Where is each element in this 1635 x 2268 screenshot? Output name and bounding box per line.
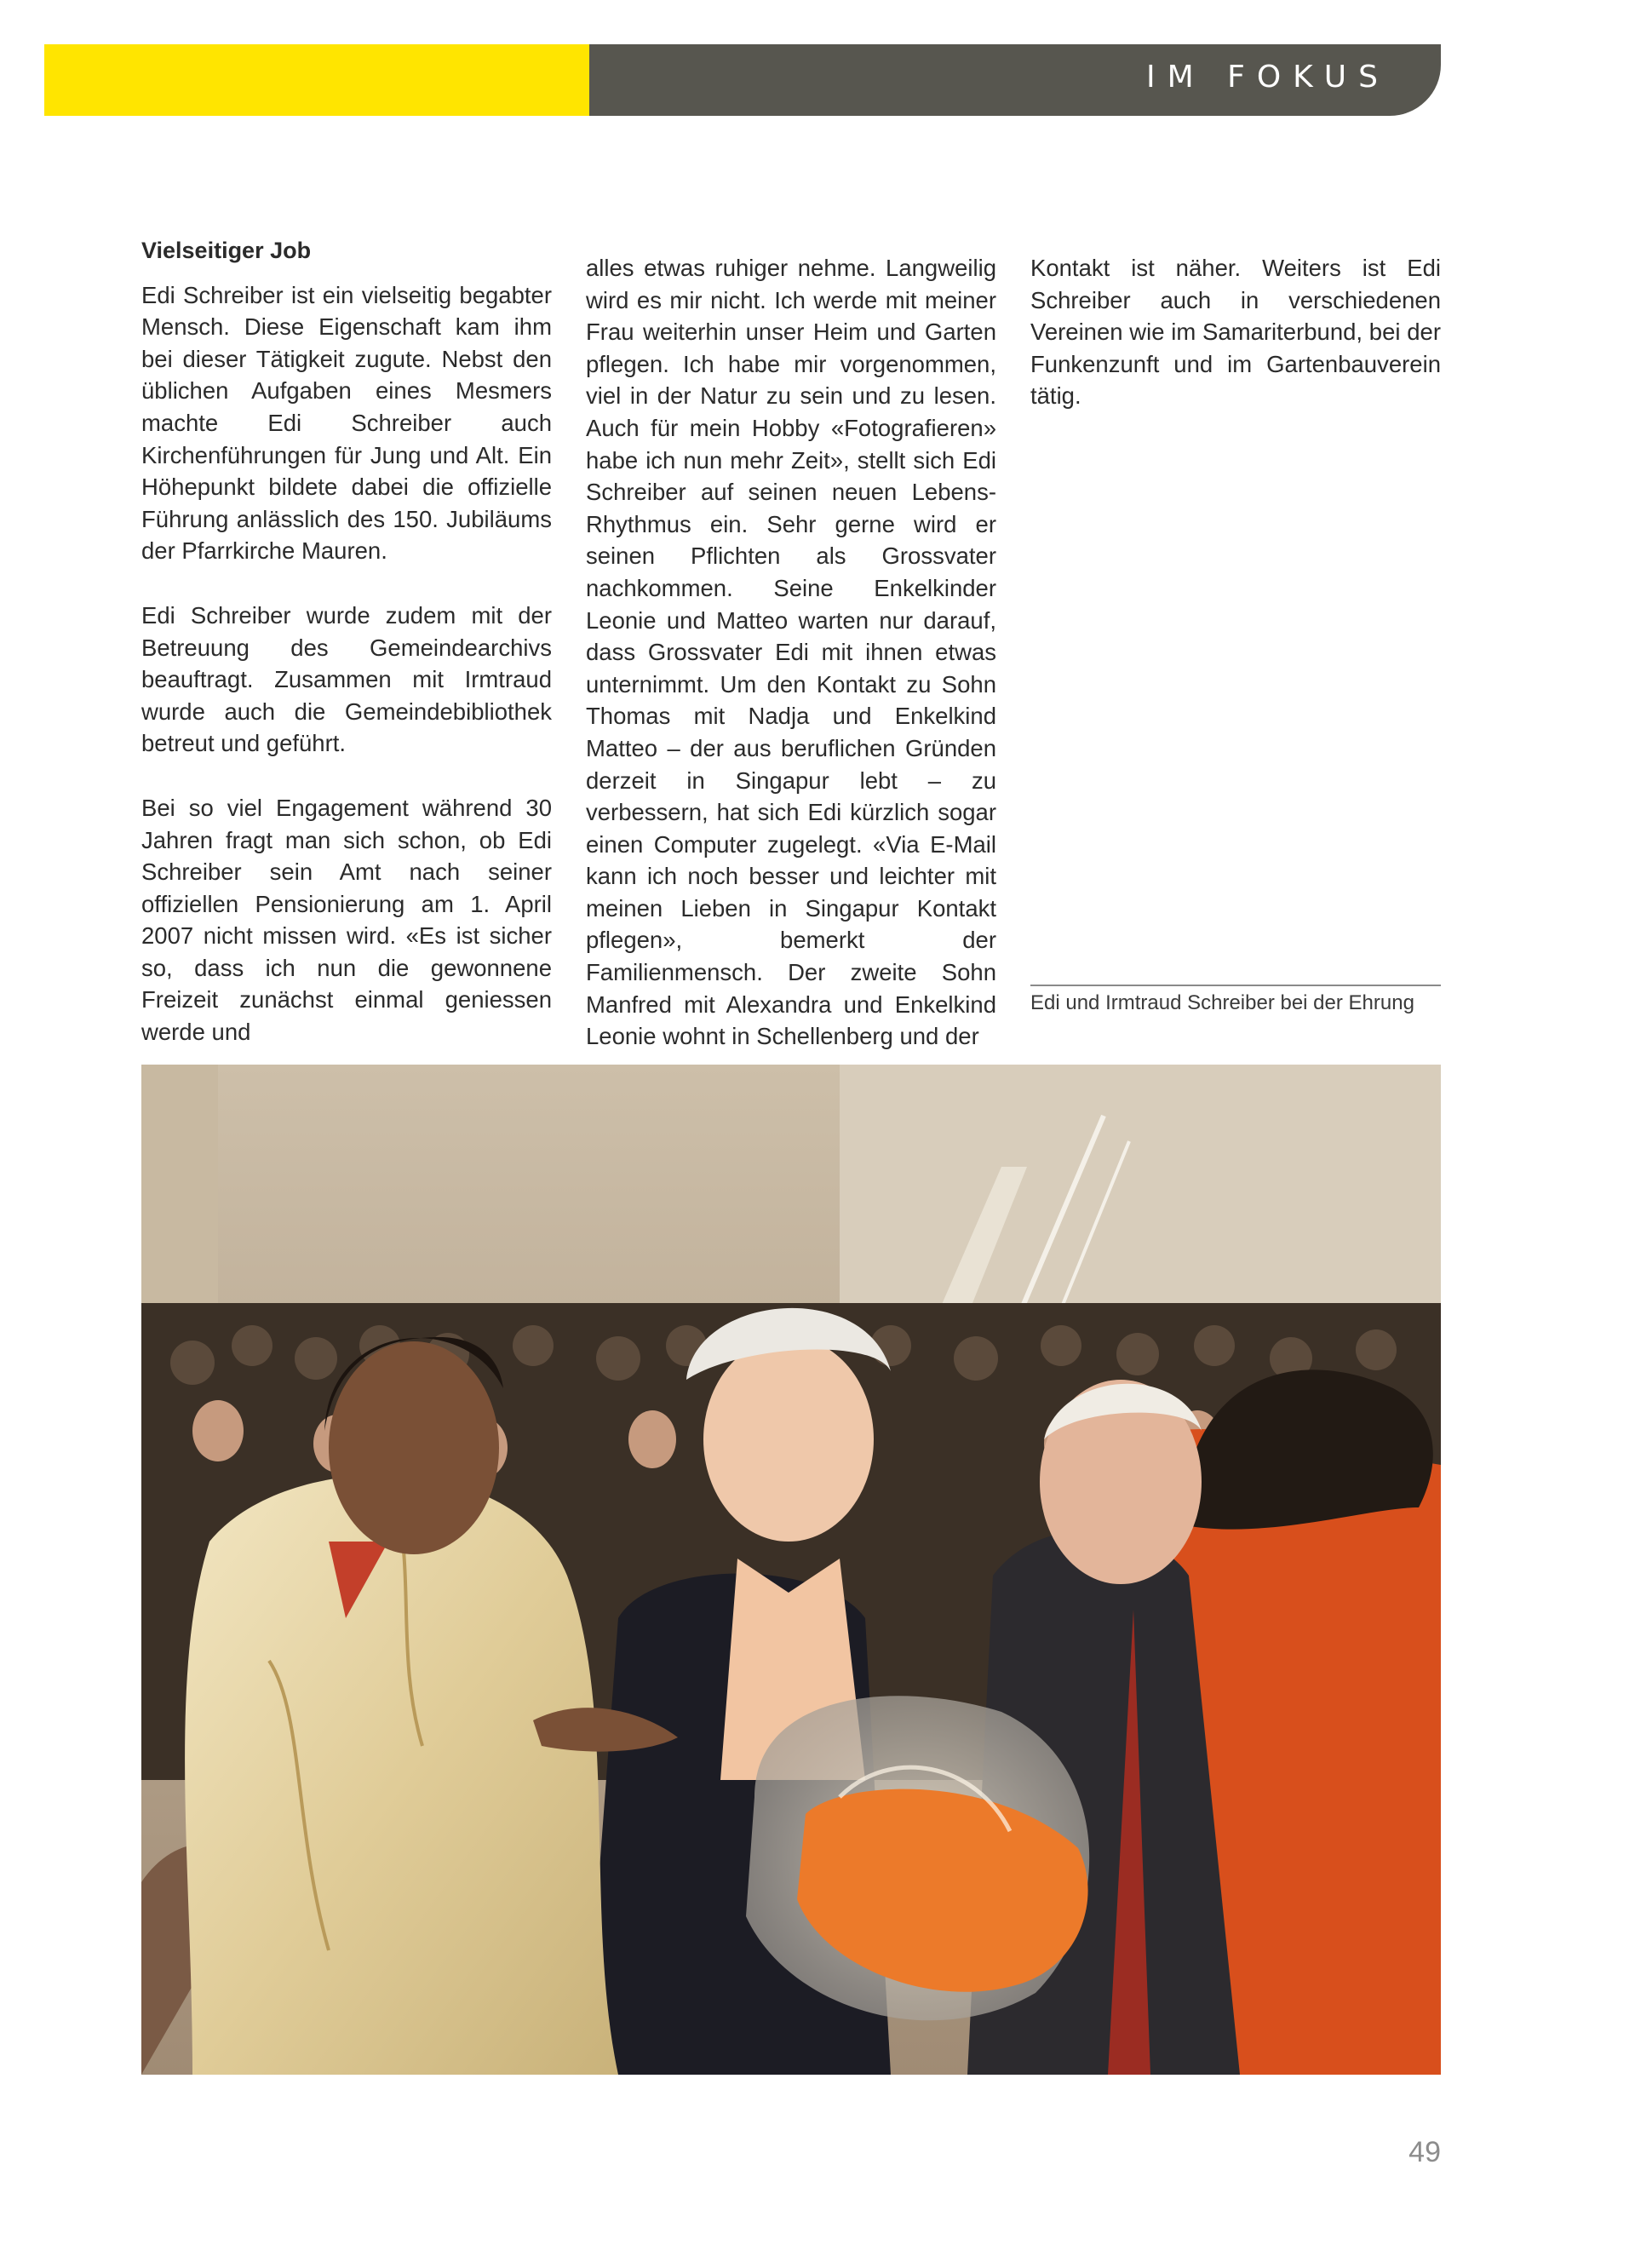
photo-caption: Edi und Irmtraud Schreiber bei der Ehrung [1030, 991, 1414, 1014]
caption-divider [1030, 985, 1441, 986]
paragraph: alles etwas ruhiger nehme. Langweilig wird es mir nicht. Ich werde mit meiner Frau weiterhin unser Heim und Garten pflegen. Ich habe mir vorgenommen, viel in der Natur zu sein und zu lesen. Auch für mein Hobby «Fotografieren» habe ich nun mehr Zeit», stellt sich Edi Schreiber auf seinen neuen Lebens-Rhythmus ein. Sehr gerne wird er seinen Pflichten als Grossvater nachkommen. Seine Enkelkinder Leonie und Matteo warten nur darauf, dass Grossvater Edi mit ihnen etwas unternimmt. Um den Kontakt zu Sohn Thomas mit Nadja und Enkelkind Matteo – der aus beruflichen Gründen derzeit in Singapur lebt – zu verbessern, hat sich Edi kürzlich sogar einen Computer zugelegt. «Via E-Mail kann ich noch besser und leichter mit meinen Lieben in Singapur Kontakt pflegen», bemerkt der Familienmensch. Der zweite Sohn Manfred mit Alexandra und Enkelkind Leonie wohnt in Schellenberg und der [586, 255, 996, 1050]
section-title: IM FOKUS [1145, 60, 1390, 95]
page-number: 49 [1408, 2136, 1441, 2168]
header-gray-bar [589, 44, 1441, 116]
header-yellow-bar [44, 44, 589, 116]
paragraph: Edi Schreiber wurde zudem mit der Betreuung des Gemeindearchivs beauftragt. Zusammen mit Irmtraud wurde auch die Gemeindebibliothek betreut und geführt. [141, 601, 552, 757]
article-column-3 [1030, 252, 1441, 445]
article-column-1 [141, 235, 552, 1081]
article-column-2 [586, 252, 996, 1085]
article-subheading: Vielseitiger Job [141, 238, 312, 263]
paragraph: Edi Schreiber ist ein vielseitig begabter Mensch. Diese Eigenschaft kam ihm bei dieser Tätigkeit zugute. Nebst den üblichen Aufgaben eines Mesmers machte Edi Schreiber auch Kirchenführungen für Jung und Alt. Ein Höhepunkt bildete dabei die offizielle Führung anlässlich des 150. Jubiläums der Pfarrkirche Mauren. [141, 281, 552, 565]
ceremony-photo [141, 1065, 1441, 2075]
paragraph: Bei so viel Engagement während 30 Jahren fragt man sich schon, ob Edi Schreiber sein Amt nach seiner offiziellen Pensionierung am 1. April 2007 nicht missen wird. «Es ist sicher so, dass ich nun die gewonnene Freizeit zunächst einmal geniessen werde und [141, 794, 552, 1046]
paragraph: Kontakt ist näher. Weiters ist Edi Schreiber auch in verschiedenen Vereinen wie im Samariterbund, bei der Funkenzunft und im Gartenbauverein tätig. [1030, 255, 1441, 410]
